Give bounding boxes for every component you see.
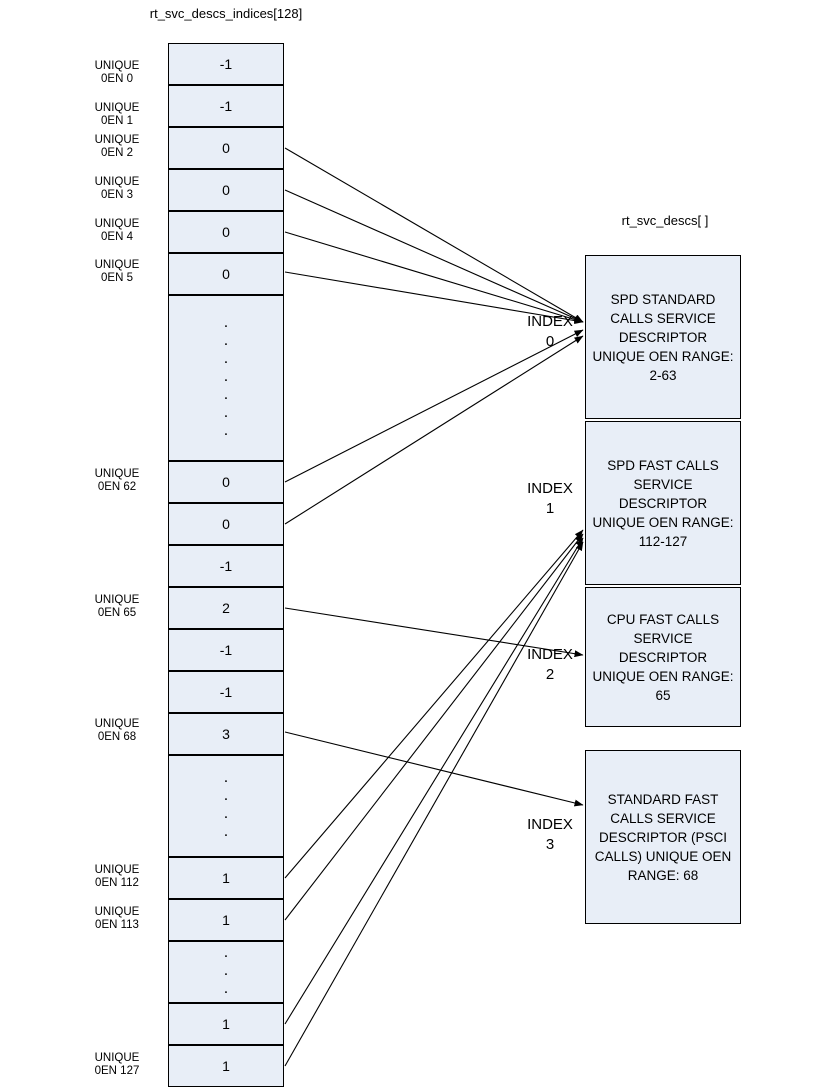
row-label-line2: 0EN 62 — [97, 481, 137, 493]
array-cell-5[interactable]: 0 — [168, 253, 284, 295]
array-cell-113[interactable]: 1 — [168, 899, 284, 941]
row-label-line2: 0EN 65 — [97, 607, 137, 619]
row-label-line1: UNIQUE — [94, 468, 140, 480]
row-label-oen-112 — [74, 864, 160, 890]
array-cell-64[interactable]: -1 — [168, 545, 284, 587]
index-label-number: 3 — [545, 836, 555, 853]
array-cell-127[interactable]: 1 — [168, 1045, 284, 1087]
index-label-number: 1 — [545, 500, 555, 517]
row-label-oen-3 — [74, 176, 160, 202]
descriptor-box-3[interactable]: STANDARD FAST CALLS SERVICE DESCRIPTOR (PSCI CALLS) UNIQUE OEN RANGE: 68 — [585, 750, 741, 924]
index-label-number: 0 — [545, 333, 555, 350]
index-label-number: 2 — [545, 666, 555, 683]
row-label-line1: UNIQUE — [94, 102, 140, 114]
index-label-text: INDEX — [527, 646, 573, 663]
array-cell-0[interactable]: -1 — [168, 43, 284, 85]
descriptor-box-1[interactable]: SPD FAST CALLS SERVICE DESCRIPTOR UNIQUE OEN RANGE: 112-127 — [585, 421, 741, 585]
index-label-text: INDEX — [527, 816, 573, 833]
row-label-line1: UNIQUE — [94, 134, 140, 146]
array-ellipsis-middle: . . . . — [168, 755, 284, 857]
row-label-line2: 0EN 2 — [101, 147, 133, 159]
row-label-oen-5 — [74, 259, 160, 285]
array-cell-1[interactable]: -1 — [168, 85, 284, 127]
array-cell-112[interactable]: 1 — [168, 857, 284, 899]
array-cell-2[interactable]: 0 — [168, 127, 284, 169]
index-label-2 — [505, 645, 595, 685]
descriptors-title: rt_svc_descs[ ] — [621, 213, 709, 228]
row-label-oen-65 — [74, 594, 160, 620]
row-label-oen-62 — [74, 468, 160, 494]
array-cell-67[interactable]: -1 — [168, 671, 284, 713]
index-label-1 — [505, 479, 595, 519]
array-cell-4[interactable]: 0 — [168, 211, 284, 253]
row-label-oen-4 — [74, 218, 160, 244]
row-label-line1: UNIQUE — [94, 1052, 140, 1064]
row-label-line1: UNIQUE — [94, 176, 140, 188]
row-label-line2: 0EN 127 — [94, 1065, 140, 1077]
row-label-oen-127 — [74, 1052, 160, 1078]
row-label-line2: 0EN 1 — [101, 115, 133, 127]
array-cell-63[interactable]: 0 — [168, 503, 284, 545]
array-cell-126[interactable]: 1 — [168, 1003, 284, 1045]
array-cell-3[interactable]: 0 — [168, 169, 284, 211]
row-label-line1: UNIQUE — [94, 218, 140, 230]
array-ellipsis-upper: . . . . . . . — [168, 295, 284, 461]
array-cell-66[interactable]: -1 — [168, 629, 284, 671]
array-cell-65[interactable]: 2 — [168, 587, 284, 629]
row-label-line1: UNIQUE — [94, 259, 140, 271]
row-label-oen-68 — [74, 718, 160, 744]
array-ellipsis-lower: . . . — [168, 941, 284, 1003]
row-label-line1: UNIQUE — [94, 60, 140, 72]
array-title: rt_svc_descs_indices[128] — [149, 6, 303, 21]
descriptor-box-2[interactable]: CPU FAST CALLS SERVICE DESCRIPTOR UNIQUE OEN RANGE: 65 — [585, 587, 741, 727]
row-label-line1: UNIQUE — [94, 864, 140, 876]
row-label-line2: 0EN 113 — [95, 919, 139, 931]
array-cell-62[interactable]: 0 — [168, 461, 284, 503]
row-label-line2: 0EN 3 — [101, 189, 133, 201]
row-label-line1: UNIQUE — [94, 718, 140, 730]
row-label-line2: 0EN 5 — [101, 272, 133, 284]
row-label-oen-2 — [74, 134, 160, 160]
row-label-line2: 0EN 68 — [97, 731, 137, 743]
index-label-text: INDEX — [527, 480, 573, 497]
row-label-line2: 0EN 0 — [101, 73, 133, 85]
row-label-line2: 0EN 4 — [101, 231, 133, 243]
index-label-3 — [505, 815, 595, 855]
index-label-text: INDEX — [527, 313, 573, 330]
index-label-0 — [505, 312, 595, 352]
row-label-line1: UNIQUE — [94, 906, 140, 918]
row-label-oen-113 — [74, 906, 160, 932]
row-label-line1: UNIQUE — [94, 594, 140, 606]
descriptor-box-0[interactable]: SPD STANDARD CALLS SERVICE DESCRIPTOR UNIQUE OEN RANGE: 2-63 — [585, 255, 741, 419]
row-label-line2: 0EN 112 — [95, 877, 139, 889]
row-label-oen-1 — [74, 102, 160, 128]
row-label-oen-0 — [74, 60, 160, 86]
array-cell-68[interactable]: 3 — [168, 713, 284, 755]
